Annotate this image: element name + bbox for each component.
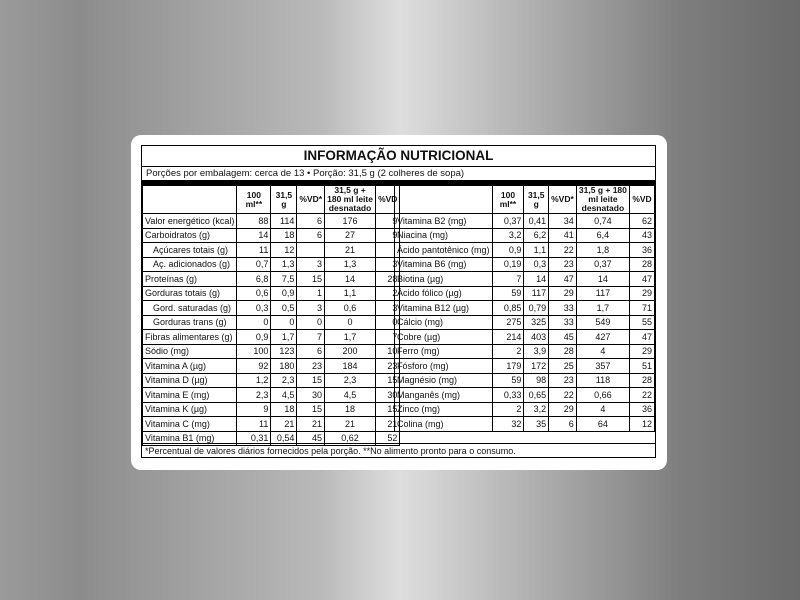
nutrient-value: 14 (524, 272, 549, 287)
nutrient-value: 64 (576, 417, 629, 432)
nutrient-value: 10 (376, 344, 400, 359)
nutrient-value: 6,4 (576, 228, 629, 243)
nutrient-value: 30 (376, 388, 400, 403)
table-row (395, 359, 655, 374)
nutrient-value: 18 (271, 402, 297, 417)
nutrient-value: 4,5 (325, 388, 376, 403)
nutrient-value: 22 (549, 388, 577, 403)
nutrient-value: 28 (376, 272, 400, 287)
nutrient-value: 71 (630, 301, 655, 316)
nutrient-name: Gorduras totais (g) (143, 286, 237, 301)
nutrient-value: 23 (549, 373, 577, 388)
nutrient-value: 6 (297, 214, 325, 229)
header-col: %VD (630, 186, 655, 214)
nutrient-value: 4 (576, 344, 629, 359)
nutrient-value: 28 (630, 257, 655, 272)
nutrient-value: 14 (325, 272, 376, 287)
nutrient-value: 62 (630, 214, 655, 229)
header-col: %VD* (549, 186, 577, 214)
nutrient-value: 51 (630, 359, 655, 374)
nutrient-name: Biotina (µg) (395, 272, 493, 287)
nutrient-name: Ácido fólico (µg) (395, 286, 493, 301)
nutrient-value: 1,8 (576, 243, 629, 258)
table-row (395, 344, 655, 359)
nutrient-value: 47 (549, 272, 577, 287)
nutrient-value: 4,5 (271, 388, 297, 403)
nutrient-value: 0,41 (524, 214, 549, 229)
nutrient-value: 7 (297, 330, 325, 345)
nutrient-value: 33 (549, 315, 577, 330)
nutrient-value: 36 (630, 402, 655, 417)
nutrient-value: 11 (237, 417, 271, 432)
nutrient-value: 2,3 (237, 388, 271, 403)
nutrient-value: 0,33 (492, 388, 524, 403)
table-row (395, 402, 655, 417)
nutrient-value: 0 (325, 315, 376, 330)
nutrient-value: 15 (297, 272, 325, 287)
table-row (143, 315, 400, 330)
nutrient-value: 1,3 (325, 257, 376, 272)
nutrient-name: Niacina (mg) (395, 228, 493, 243)
header-col: 100 ml** (237, 186, 271, 214)
nutrient-value: 0,37 (576, 257, 629, 272)
nutrient-value: 0,9 (492, 243, 524, 258)
table-row (395, 272, 655, 287)
nutrient-value: 1,7 (576, 301, 629, 316)
nutrient-value: 0,54 (271, 431, 297, 446)
table-row (395, 257, 655, 272)
nutrient-value: 2,3 (271, 373, 297, 388)
table-row (143, 373, 400, 388)
nutrient-value: 15 (297, 402, 325, 417)
nutrient-value: 403 (524, 330, 549, 345)
nutrient-value: 15 (376, 402, 400, 417)
nutrient-value (297, 243, 325, 258)
header-col: 31,5 g (524, 186, 549, 214)
nutrient-value: 6 (549, 417, 577, 432)
nutrient-value: 0,37 (492, 214, 524, 229)
nutrient-value: 3,2 (492, 228, 524, 243)
table-header-row (143, 186, 400, 214)
nutrient-value: 2,3 (325, 373, 376, 388)
header-col: 31,5 g + 180 ml leite desnatado (576, 186, 629, 214)
table-row (395, 286, 655, 301)
nutrient-value: 45 (297, 431, 325, 446)
nutrient-value: 36 (630, 243, 655, 258)
nutrient-value: 0,3 (524, 257, 549, 272)
nutrient-name: Vitamina A (µg) (143, 359, 237, 374)
nutrient-name: Manganês (mg) (395, 388, 493, 403)
nutrient-value: 3 (376, 301, 400, 316)
nutrient-value: 9 (376, 214, 400, 229)
header-col: %VD* (297, 186, 325, 214)
table-row (143, 344, 400, 359)
nutrient-value: 123 (271, 344, 297, 359)
nutrient-value: 21 (325, 417, 376, 432)
nutrient-value: 0,9 (271, 286, 297, 301)
nutrient-value: 22 (549, 243, 577, 258)
nutrient-value: 0,66 (576, 388, 629, 403)
nutrient-value: 14 (237, 228, 271, 243)
nutrient-value: 0,3 (237, 301, 271, 316)
nutrient-name: Ferro (mg) (395, 344, 493, 359)
table-row (143, 330, 400, 345)
nutrient-value: 47 (630, 272, 655, 287)
nutrient-name: Cobre (µg) (395, 330, 493, 345)
nutrient-value: 28 (549, 344, 577, 359)
footer-divider (142, 443, 655, 444)
nutrient-value: 23 (376, 359, 400, 374)
table-row (143, 402, 400, 417)
nutrient-value: 6 (297, 344, 325, 359)
nutrient-name: Fibras alimentares (g) (143, 330, 237, 345)
nutrient-value: 0,62 (325, 431, 376, 446)
nutrient-value: 22 (630, 388, 655, 403)
nutrient-value: 214 (492, 330, 524, 345)
nutrient-value: 1 (297, 286, 325, 301)
nutrient-value: 25 (549, 359, 577, 374)
table-row (395, 315, 655, 330)
nutrient-value: 176 (325, 214, 376, 229)
nutrient-name: Colina (mg) (395, 417, 493, 432)
nutrient-value: 1,1 (524, 243, 549, 258)
table-row (395, 243, 655, 258)
nutrient-value: 0,79 (524, 301, 549, 316)
nutrient-value: 52 (376, 431, 400, 446)
nutrient-value: 180 (271, 359, 297, 374)
nutrient-value: 3 (297, 301, 325, 316)
nutrient-name: Vitamina C (mg) (143, 417, 237, 432)
nutrient-value: 27 (325, 228, 376, 243)
nutrient-name: Vitamina K (µg) (143, 402, 237, 417)
nutrient-value: 172 (524, 359, 549, 374)
header-col: 31,5 g (271, 186, 297, 214)
table-row (395, 388, 655, 403)
nutrient-value: 0 (237, 315, 271, 330)
nutrient-value: 0,6 (237, 286, 271, 301)
nutrient-value: 41 (549, 228, 577, 243)
nutrient-name: Proteínas (g) (143, 272, 237, 287)
nutrient-value: 0,74 (576, 214, 629, 229)
nutrient-value: 0,9 (237, 330, 271, 345)
nutrient-value: 35 (524, 417, 549, 432)
nutrient-value: 200 (325, 344, 376, 359)
table-row (143, 257, 400, 272)
nutrient-value: 1,7 (325, 330, 376, 345)
nutrient-value: 118 (576, 373, 629, 388)
nutrient-value: 9 (376, 228, 400, 243)
table-row (395, 373, 655, 388)
servings-info: Porções por embalagem: cerca de 13 • Porção: 31,5 g (2 colheres de sopa) (142, 167, 655, 185)
nutrient-name: Vitamina B1 (mg) (143, 431, 237, 446)
table-row (395, 301, 655, 316)
nutrient-value: 1,2 (237, 373, 271, 388)
nutrition-table-left (142, 185, 400, 446)
nutrient-value: 33 (549, 301, 577, 316)
nutrient-name: Carboidratos (g) (143, 228, 237, 243)
nutrient-value: 0,31 (237, 431, 271, 446)
nutrient-value: 14 (576, 272, 629, 287)
nutrient-value: 114 (271, 214, 297, 229)
nutrient-value: 275 (492, 315, 524, 330)
nutrient-name: Sódio (mg) (143, 344, 237, 359)
nutrient-name: Vitamina B6 (mg) (395, 257, 493, 272)
nutrient-value: 28 (630, 373, 655, 388)
nutrient-value: 59 (492, 373, 524, 388)
nutrient-value: 21 (325, 243, 376, 258)
label-title: INFORMAÇÃO NUTRICIONAL (142, 146, 655, 167)
nutrient-name: Vitamina D (µg) (143, 373, 237, 388)
nutrient-value: 184 (325, 359, 376, 374)
nutrient-name: Vitamina B12 (µg) (395, 301, 493, 316)
nutrient-value: 23 (549, 257, 577, 272)
nutrient-value: 34 (549, 214, 577, 229)
nutrient-value: 6,2 (524, 228, 549, 243)
nutrient-value: 0 (376, 315, 400, 330)
nutrient-value: 549 (576, 315, 629, 330)
nutrient-value: 6,8 (237, 272, 271, 287)
table-row (143, 286, 400, 301)
table-row (143, 359, 400, 374)
table-row (395, 417, 655, 432)
nutrient-name: Aç. adicionados (g) (143, 257, 237, 272)
nutrient-value: 45 (549, 330, 577, 345)
nutrient-value: 357 (576, 359, 629, 374)
nutrient-value: 7,5 (271, 272, 297, 287)
table-row (143, 228, 400, 243)
nutrient-name: Zinco (mg) (395, 402, 493, 417)
nutrient-value: 179 (492, 359, 524, 374)
nutrient-value: 30 (297, 388, 325, 403)
nutrient-value: 12 (630, 417, 655, 432)
header-nutrient (395, 186, 493, 214)
nutrient-value: 23 (297, 359, 325, 374)
header-col: 100 ml** (492, 186, 524, 214)
nutrient-value: 3,2 (524, 402, 549, 417)
nutrient-name: Gorduras trans (g) (143, 315, 237, 330)
nutrient-value: 1,1 (325, 286, 376, 301)
nutrient-value: 7 (492, 272, 524, 287)
header-col: %VD (376, 186, 400, 214)
nutrient-value: 2 (492, 344, 524, 359)
nutrient-value: 117 (524, 286, 549, 301)
nutrient-value: 325 (524, 315, 549, 330)
table-row (143, 272, 400, 287)
nutrient-value: 1,7 (271, 330, 297, 345)
nutrient-value: 4 (576, 402, 629, 417)
nutrient-value: 3 (376, 257, 400, 272)
nutrient-name: Vitamina E (mg) (143, 388, 237, 403)
table-header-row (395, 186, 655, 214)
nutrient-value: 32 (492, 417, 524, 432)
nutrient-value: 92 (237, 359, 271, 374)
nutrient-value: 15 (297, 373, 325, 388)
nutrient-value: 100 (237, 344, 271, 359)
nutrient-value: 12 (271, 243, 297, 258)
nutrient-value: 59 (492, 286, 524, 301)
nutrition-panel (141, 145, 656, 458)
nutrient-value: 0,85 (492, 301, 524, 316)
nutrient-value: 29 (630, 344, 655, 359)
nutrient-value: 29 (630, 286, 655, 301)
nutrient-value: 0 (297, 315, 325, 330)
nutrient-value: 29 (549, 402, 577, 417)
nutrient-value: 21 (376, 417, 400, 432)
table-row (143, 388, 400, 403)
nutrient-value: 88 (237, 214, 271, 229)
header-nutrient (143, 186, 237, 214)
nutrient-value: 47 (630, 330, 655, 345)
nutrition-label (131, 135, 667, 470)
nutrient-value: 0,65 (524, 388, 549, 403)
table-row (143, 417, 400, 432)
nutrient-value: 9 (237, 402, 271, 417)
nutrient-value: 117 (576, 286, 629, 301)
nutrient-value: 18 (325, 402, 376, 417)
nutrient-name: Cálcio (mg) (395, 315, 493, 330)
nutrient-value: 0,5 (271, 301, 297, 316)
nutrient-name: Magnésio (mg) (395, 373, 493, 388)
nutrient-value: 7 (376, 330, 400, 345)
table-row (143, 243, 400, 258)
nutrient-value: 0 (271, 315, 297, 330)
table-row (395, 228, 655, 243)
nutrient-value: 2 (492, 402, 524, 417)
nutrient-value: 11 (237, 243, 271, 258)
table-row (143, 214, 400, 229)
footnote: *Percentual de valores diários fornecidos pela porção. **No alimento pronto para o consumo. (145, 446, 516, 456)
nutrient-value: 55 (630, 315, 655, 330)
nutrient-value: 0,6 (325, 301, 376, 316)
nutrient-name: Vitamina B2 (mg) (395, 214, 493, 229)
nutrient-value: 43 (630, 228, 655, 243)
nutrient-value: 18 (271, 228, 297, 243)
table-row (395, 330, 655, 345)
nutrient-name: Fósforo (mg) (395, 359, 493, 374)
nutrient-name: Açúcares totais (g) (143, 243, 237, 258)
nutrient-value: 21 (271, 417, 297, 432)
header-col: 31,5 g + 180 ml leite desnatado (325, 186, 376, 214)
nutrient-value: 2 (376, 286, 400, 301)
nutrient-value: 21 (297, 417, 325, 432)
table-row (395, 214, 655, 229)
nutrient-value: 427 (576, 330, 629, 345)
nutrient-value: 0,7 (237, 257, 271, 272)
table-row (143, 301, 400, 316)
nutrient-value: 1,3 (271, 257, 297, 272)
nutrient-name: Ácido pantotênico (mg) (395, 243, 493, 258)
nutrient-name: Gord. saturadas (g) (143, 301, 237, 316)
nutrient-name: Valor energético (kcal) (143, 214, 237, 229)
nutrient-value: 15 (376, 373, 400, 388)
nutrient-value: 98 (524, 373, 549, 388)
nutrient-value: 6 (297, 228, 325, 243)
nutrient-value: 29 (549, 286, 577, 301)
nutrition-table-right (394, 185, 655, 432)
nutrient-value: 3,9 (524, 344, 549, 359)
nutrient-value: 3 (297, 257, 325, 272)
nutrient-value: 0,19 (492, 257, 524, 272)
